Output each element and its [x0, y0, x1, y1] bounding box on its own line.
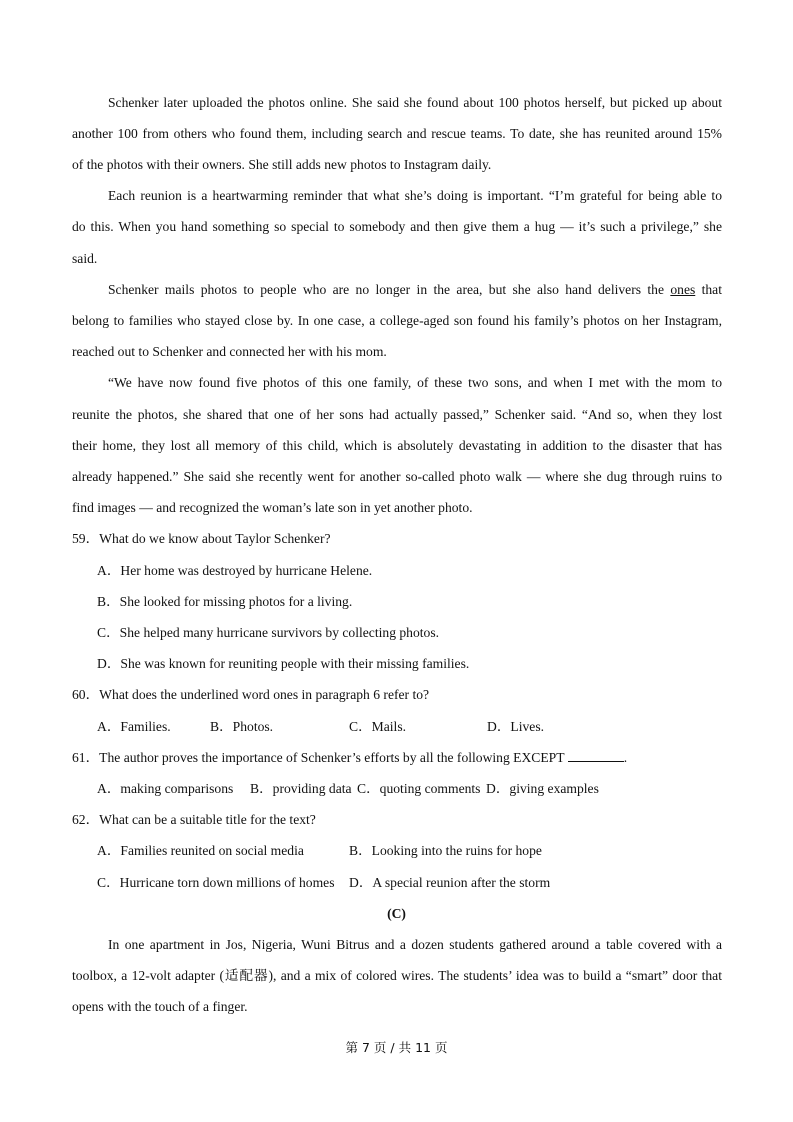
paragraph-line: Each reunion is a heartwarming reminder that what she’s doing is important. “I’m grateful for being able to: [108, 188, 722, 203]
question-61-option-c: C．quoting comments: [357, 781, 481, 796]
question-60-option-b: B．Photos.: [210, 719, 274, 734]
question-61-option-d: D．giving examples: [486, 781, 599, 796]
question-59-option-d: D．She was known for reuniting people with their missing families.: [97, 656, 470, 671]
question-60-option-c: C．Mails.: [349, 719, 407, 734]
paragraph-line: another 100 from others who found them, including search and rescue teams. To date, she has reunited around 15%: [72, 126, 722, 141]
question-62-option-c: C．Hurricane torn down millions of homes: [97, 875, 335, 890]
question-59-option-b: B．She looked for missing photos for a living.: [97, 594, 353, 609]
question-61-option-b: B．providing data: [250, 781, 352, 796]
question-59-option-a: A．Her home was destroyed by hurricane Helene.: [97, 563, 373, 578]
paragraph-line: In one apartment in Jos, Nigeria, Wuni Bitrus and a dozen students gathered around a table covered with a: [108, 937, 722, 952]
underlined-word: ones: [670, 282, 696, 297]
text: that: [695, 282, 722, 297]
section-heading: (C): [387, 906, 406, 921]
paragraph-line: “We have now found five photos of this one family, of these two sons, and when I met with the mom to: [108, 375, 722, 390]
paragraph-line: toolbox, a 12-volt adapter (适配器), and a mix of colored wires. The students’ idea was to build a “smart” door that: [72, 968, 722, 983]
paragraph-line: said.: [72, 251, 98, 266]
question-60-stem: 60．What does the underlined word ones in paragraph 6 refer to?: [72, 687, 430, 702]
question-60-option-d: D．Lives.: [487, 719, 545, 734]
paragraph-line: Schenker later uploaded the photos online. She said she found about 100 photos herself, but picked up about: [108, 95, 722, 110]
question-59-stem: 59．What do we know about Taylor Schenker?: [72, 531, 331, 546]
paragraph-line: do this. When you hand something so special to somebody and then give them a hug — it’s such a privilege,” she: [72, 219, 722, 234]
question-62-option-d: D．A special reunion after the storm: [349, 875, 551, 890]
paragraph-line: belong to families who stayed close by. In one case, a college-aged son found his family’s photos on her Instagram,: [72, 313, 722, 328]
answer-blank: [568, 748, 624, 762]
question-59-option-c: C．She helped many hurricane survivors by collecting photos.: [97, 625, 440, 640]
text: .: [623, 750, 628, 765]
paragraph-line: [108, 280, 722, 300]
question-61-stem: [72, 748, 722, 768]
text: Schenker mails photos to people who are no longer in the area, but she also hand delivers the: [108, 282, 671, 297]
paragraph-line: opens with the touch of a finger.: [72, 999, 248, 1014]
page-number-footer: 第 7 页 / 共 11 页: [345, 1040, 448, 1055]
question-62-stem: 62．What can be a suitable title for the text?: [72, 812, 316, 827]
paragraph-line: reached out to Schenker and connected her with his mom.: [72, 344, 387, 359]
question-62-option-b: B．Looking into the ruins for hope: [349, 843, 542, 858]
paragraph-line: of the photos with their owners. She still adds new photos to Instagram daily.: [72, 157, 492, 172]
question-62-option-a: A．Families reunited on social media: [97, 843, 304, 858]
question-60-option-a: A．Families.: [97, 719, 171, 734]
text: 61．The author proves the importance of Schenker’s efforts by all the following EXCEPT: [72, 750, 568, 765]
paragraph-line: their home, they lost all memory of this child, which is absolutely devastating in addition to the disaster that has: [72, 438, 722, 453]
paragraph-line: find images — and recognized the woman’s late son in yet another photo.: [72, 500, 473, 515]
paragraph-line: already happened.” She said she recently went for another so-called photo walk — where she dug through ruins to: [72, 469, 722, 484]
question-61-option-a: A．making comparisons: [97, 781, 234, 796]
paragraph-line: reunite the photos, she shared that one of her sons had actually passed,” Schenker said. “And so, when they lost: [72, 407, 722, 422]
